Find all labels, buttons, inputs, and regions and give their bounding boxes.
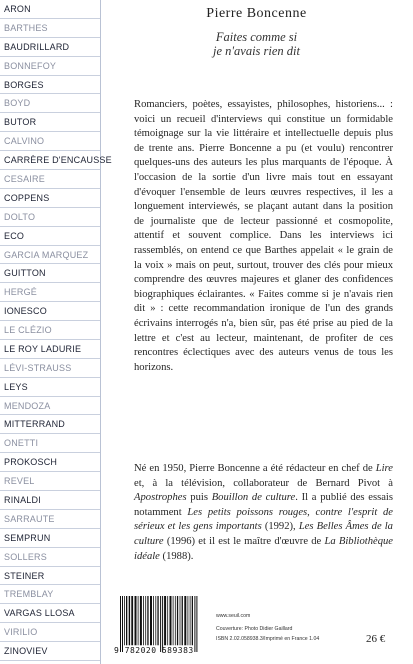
author-name: CARRÈRE D'ENCAUSSE	[0, 151, 100, 170]
barcode-bar	[167, 596, 168, 645]
bio-text-6: (1996) et il est le maître d'œuvre de	[163, 535, 325, 547]
author-name: MITTERRAND	[0, 415, 100, 434]
barcode-bar	[190, 596, 191, 645]
barcode-bar	[173, 596, 174, 645]
barcode-bar	[145, 596, 146, 645]
author-name: ZINOVIEV	[0, 642, 100, 661]
author-name: LEYS	[0, 378, 100, 397]
bio-paragraph	[134, 462, 393, 564]
barcode-bar	[196, 596, 197, 652]
author-name: CESAIRE	[0, 170, 100, 189]
author-name: BOYD	[0, 94, 100, 113]
barcode-bar	[182, 596, 183, 645]
author-name: BUTOR	[0, 113, 100, 132]
barcode-bar	[138, 596, 139, 645]
barcode-bar	[164, 596, 166, 645]
author-name: LE CLÉZIO	[0, 321, 100, 340]
book-title-line-1: Faites comme si	[215, 30, 298, 44]
author-name: SARRAUTE	[0, 510, 100, 529]
barcode-bar	[131, 596, 133, 645]
author-name: SEMPRUN	[0, 529, 100, 548]
barcode-bar	[188, 596, 189, 645]
author-name: BORGES	[0, 76, 100, 95]
barcode-bar	[155, 596, 156, 645]
barcode-bar	[126, 596, 127, 645]
isbn-line: ISBN 2.02.058938.3/Imprimé en France 1.04	[216, 636, 320, 642]
author-name: HERGÉ	[0, 283, 100, 302]
bio-text-4: . Il a publié des essais notamment	[134, 492, 393, 518]
author-name: CALVINO	[0, 132, 100, 151]
bio-text-1: Né en 1950, Pierre Boncenne a été rédacteur en chef de	[134, 463, 376, 474]
barcode-bar	[194, 596, 195, 652]
barcode-bar	[129, 596, 130, 645]
barcode-bar	[120, 596, 121, 652]
barcode-icon	[118, 596, 210, 652]
bio-text-7: (1988).	[159, 550, 194, 562]
bio-text-5: (1992),	[261, 521, 299, 533]
author-name: VARGAS LLOSA	[0, 604, 100, 623]
barcode-bar	[177, 596, 178, 645]
author-name: MENDOZA	[0, 397, 100, 416]
author-name: STEINER	[0, 567, 100, 586]
author-name: GUITTON	[0, 264, 100, 283]
barcode-bar	[160, 596, 161, 652]
book-title-line-2: je n'avais rien dit	[212, 44, 301, 58]
book-blurb	[134, 98, 393, 375]
barcode-bar	[184, 596, 186, 645]
cover-credit: Couverture: Photo Didier Gaillard	[216, 626, 293, 632]
barcode-bar	[157, 596, 158, 645]
author-name: SOLLERS	[0, 548, 100, 567]
author-name: GARCIA MARQUEZ	[0, 246, 100, 265]
barcode-bar	[122, 596, 123, 652]
author-name: ARON	[0, 0, 100, 19]
author-name: IONESCO	[0, 302, 100, 321]
bio-book-2: Les Belles Âmes de la culture	[134, 521, 393, 547]
author-name: LE ROY LADURIE	[0, 340, 100, 359]
barcode-bar	[147, 596, 148, 645]
author-name: VIRILIO	[0, 623, 100, 642]
publisher-website: www.seuil.com	[216, 613, 251, 619]
book-title	[100, 30, 413, 58]
book-author: Pierre Boncenne	[206, 6, 307, 21]
blurb-paragraph: Romanciers, poètes, essayistes, philosophes, historiens... : voici un recueil d'interviews qui constitue un formidable témoignage sur la vie littéraire et intellectuelle depuis plus de trente ans. Pierre Boncenne a pu (et voulu) rencontrer quelques-uns des auteurs les plus marquants de l'époque. À l'occasion de la sortie d'un livre mais tout en essayant d'évoquer l'ensemble de leurs œuvres respectives, il les a longuement interviewés, se plaçant autant dans la position de journaliste que de lecteur passionné et cosmopolite, attentif et souvent complice. Dans les interviews ici rassemblés, on entend ce que Barthes appelait « le grain de la voix » mais on peut, surtout, trouver des clés pour mieux comprendre des œuvres majeures et glaner des confidences biographiques éclairantes. « Faites comme si je n'avais rien dit » : cette recommandation ironique de l'un des grands écrivains interrogés n'a, bien sûr, pas été prise au pied de la lettre et c'est au lecteur, maintenant, de profiter de ces rencontres éclectiques avec des auteurs venus de tous les horizons.	[134, 99, 393, 373]
author-name: RINALDI	[0, 491, 100, 510]
barcode-bar	[162, 596, 163, 652]
author-name: COPPENS	[0, 189, 100, 208]
author-name: PROKOSCH	[0, 453, 100, 472]
bio-book-1: Les petits poissons rouges, contre l'esprit de sérieux et les gens importants	[134, 506, 393, 533]
barcode-bar	[150, 596, 152, 645]
barcode-bar	[170, 596, 172, 645]
author-name: BAUDRILLARD	[0, 38, 100, 57]
author-name-list	[0, 0, 112, 664]
author-name: ONETTI	[0, 434, 100, 453]
bio-apostrophes: Apostrophes	[134, 492, 187, 504]
barcode-bar	[175, 596, 176, 645]
author-name: BARTHES	[0, 19, 100, 38]
bio-bouillon: Bouillon de culture	[211, 492, 296, 504]
barcode-bar	[192, 596, 193, 645]
author-name: ECO	[0, 227, 100, 246]
barcode-bar	[135, 596, 137, 645]
bio-lire: Lire	[375, 463, 393, 474]
author-name: BONNEFOY	[0, 57, 100, 76]
author-name: TREMBLAY	[0, 585, 100, 604]
author-name: DOLTO	[0, 208, 100, 227]
barcode-bar	[180, 596, 181, 645]
barcode-bar	[140, 596, 142, 645]
price: 26 €	[366, 633, 386, 645]
barcode-bar	[153, 596, 154, 645]
bio-book-3: La Bibliothèque idéale	[134, 535, 393, 562]
bio-text-2: et, à la télévision, collaborateur de Bernard Pivot à	[134, 477, 393, 489]
barcode-bar	[124, 596, 125, 645]
bio-text-3: puis	[186, 492, 212, 504]
barcode-number: 9 782020 589383	[114, 646, 194, 655]
author-bio	[134, 462, 393, 564]
barcode-bar	[143, 596, 144, 645]
author-name: REVEL	[0, 472, 100, 491]
author-name: LÉVI-STRAUSS	[0, 359, 100, 378]
